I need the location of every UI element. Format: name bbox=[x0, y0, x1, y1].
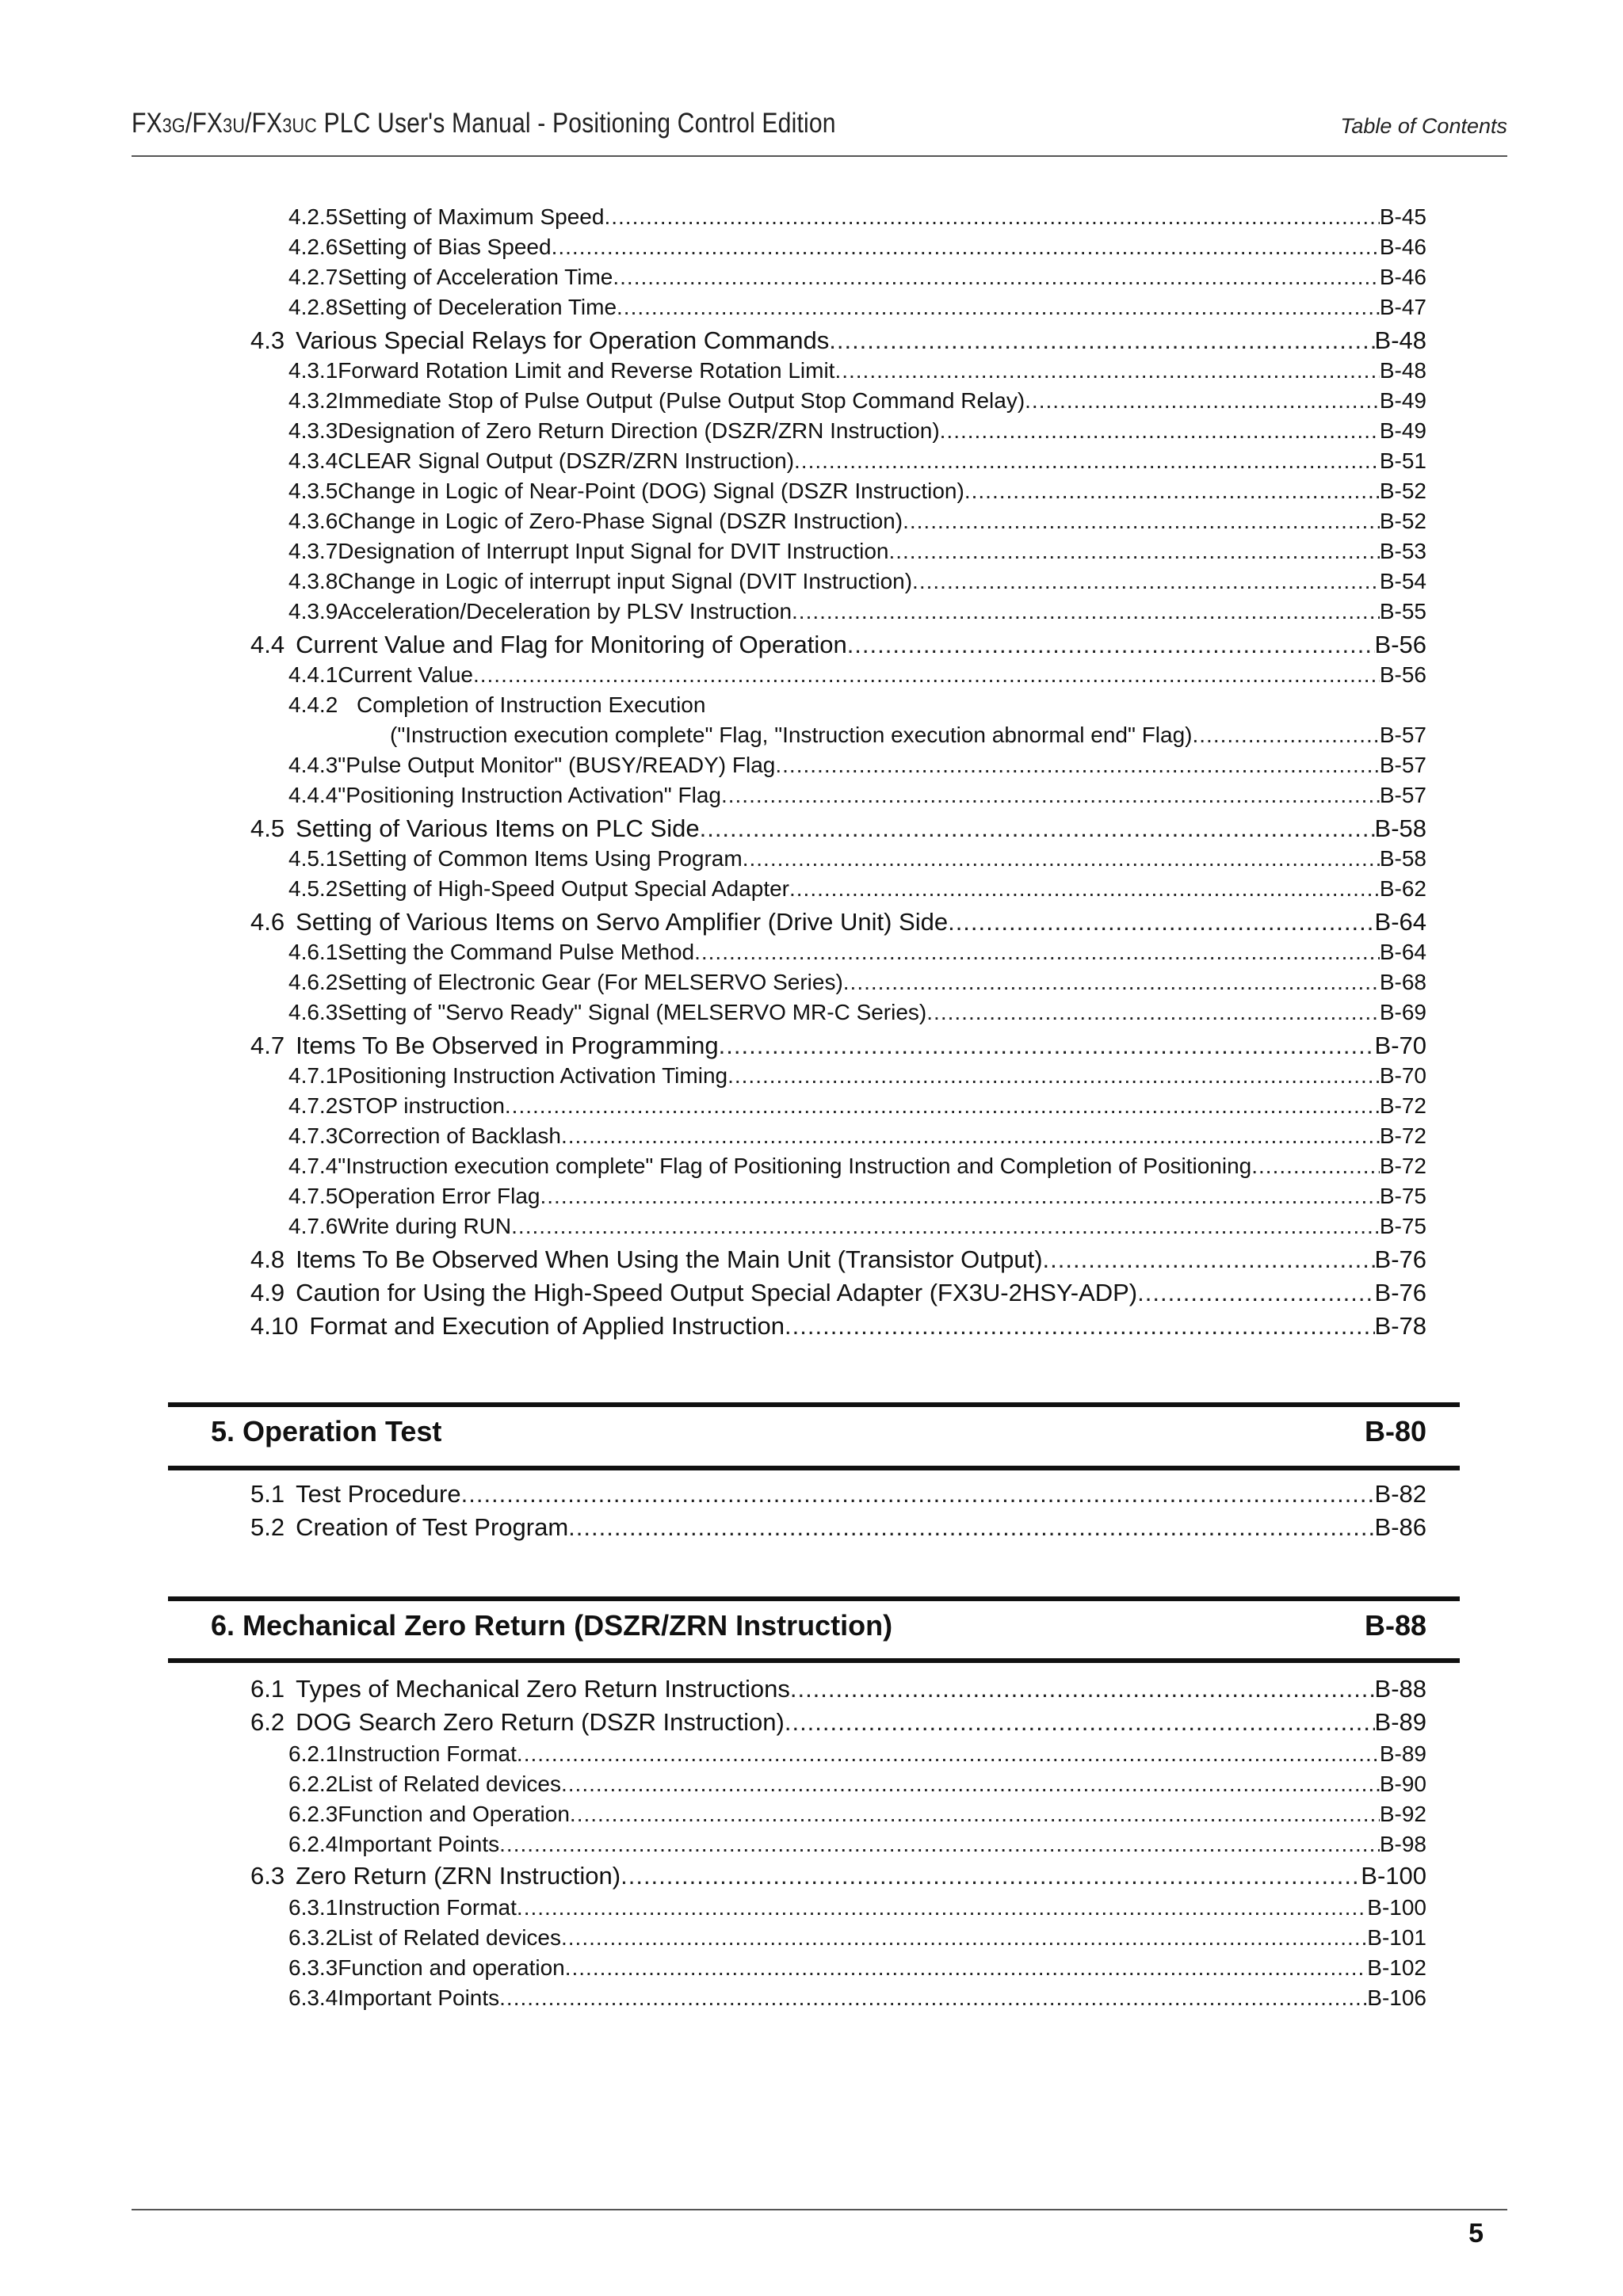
entry-number: 4.3.2 bbox=[288, 388, 338, 413]
entry-number: 4.6.3 bbox=[288, 1000, 338, 1024]
entry-page: B-46 bbox=[1379, 235, 1426, 259]
toc-entry[interactable] bbox=[288, 1741, 1426, 1772]
dot-leader bbox=[1137, 1279, 1374, 1307]
entry-title: Format and Execution of Applied Instruction bbox=[309, 1312, 785, 1340]
entry-number: 4.3.4 bbox=[288, 448, 338, 473]
entry-page: B-54 bbox=[1379, 569, 1426, 593]
toc-entry[interactable] bbox=[250, 814, 1426, 849]
entry-page: B-45 bbox=[1379, 204, 1426, 229]
entry-page: B-90 bbox=[1379, 1772, 1426, 1796]
footer-divider bbox=[132, 2209, 1507, 2210]
entry-title: Forward Rotation Limit and Reverse Rotation Limit bbox=[338, 358, 835, 383]
entry-number: 4.3.3 bbox=[288, 418, 338, 443]
dot-leader bbox=[561, 1123, 1380, 1149]
entry-title: Test Procedure bbox=[296, 1480, 461, 1508]
entry-page: B-57 bbox=[1379, 783, 1426, 807]
toc-entry[interactable] bbox=[288, 970, 1426, 1000]
entry-title: Instruction Format bbox=[338, 1741, 517, 1766]
dot-leader bbox=[570, 1802, 1380, 1827]
entry-title: Setting of Electronic Gear (For MELSERVO Series) bbox=[338, 970, 843, 994]
entry-page: B-51 bbox=[1379, 448, 1426, 473]
page-number: 5 bbox=[1468, 2218, 1484, 2248]
entry-page: B-68 bbox=[1379, 970, 1426, 994]
dot-leader bbox=[561, 1925, 1367, 1951]
chapter-title: 5. Operation Test bbox=[211, 1415, 442, 1447]
entry-page: B-98 bbox=[1379, 1832, 1426, 1856]
entry-page: B-55 bbox=[1379, 599, 1426, 624]
entry-title: Important Points bbox=[338, 1985, 500, 2010]
dot-leader bbox=[775, 753, 1379, 778]
dot-leader bbox=[473, 662, 1380, 688]
entry-title: Setting of Deceleration Time bbox=[338, 295, 617, 319]
toc-entry[interactable] bbox=[250, 631, 1426, 666]
toc-entry[interactable] bbox=[288, 358, 1426, 388]
entry-page: B-69 bbox=[1379, 1000, 1426, 1024]
dot-leader bbox=[604, 204, 1379, 230]
toc-entry[interactable] bbox=[288, 662, 1426, 692]
entry-number: 4.7.4 bbox=[288, 1154, 338, 1178]
dot-leader bbox=[834, 358, 1379, 383]
entry-page: B-102 bbox=[1367, 1955, 1426, 1980]
entry-page: B-88 bbox=[1374, 1675, 1426, 1703]
entry-title: Write during RUN bbox=[338, 1214, 512, 1238]
toc-entry[interactable] bbox=[250, 1312, 1426, 1347]
entry-number: 4.7.5 bbox=[288, 1184, 338, 1208]
dot-leader bbox=[694, 940, 1380, 965]
entry-number: 4.10 bbox=[250, 1312, 299, 1340]
chapter-rule-top bbox=[168, 1596, 1460, 1601]
chapter-page: B-88 bbox=[1364, 1609, 1426, 1642]
toc-entry[interactable] bbox=[288, 1214, 1426, 1244]
entry-title: Function and Operation bbox=[338, 1802, 570, 1826]
entry-title: Setting of Various Items on PLC Side bbox=[296, 814, 700, 842]
entry-title: Current Value bbox=[338, 662, 473, 687]
dot-leader bbox=[517, 1741, 1380, 1767]
dot-leader bbox=[1043, 1245, 1375, 1274]
entry-number: 5.1 bbox=[250, 1480, 285, 1508]
entry-number: 4.3.9 bbox=[288, 599, 338, 624]
dot-leader bbox=[843, 970, 1380, 995]
toc-entry[interactable] bbox=[288, 1985, 1426, 2016]
toc-entry[interactable] bbox=[288, 753, 1426, 783]
entry-number: 4.7.1 bbox=[288, 1063, 338, 1088]
toc-entry[interactable] bbox=[250, 1675, 1426, 1710]
toc-entry[interactable] bbox=[250, 1279, 1426, 1314]
entry-title: Setting of Acceleration Time bbox=[338, 265, 613, 289]
entry-page: B-78 bbox=[1374, 1312, 1426, 1340]
dot-leader bbox=[940, 418, 1380, 444]
entry-title: Setting of Maximum Speed bbox=[338, 204, 605, 229]
entry-title: Setting of "Servo Ready" Signal (MELSERVO MR-C Series) bbox=[338, 1000, 927, 1024]
entry-title: Creation of Test Program bbox=[296, 1513, 569, 1541]
entry-number: 4.3.6 bbox=[288, 509, 338, 533]
entry-page: B-49 bbox=[1379, 418, 1426, 443]
entry-title: List of Related devices bbox=[338, 1772, 561, 1796]
entry-page: B-75 bbox=[1379, 1214, 1426, 1238]
entry-number: 4.2.8 bbox=[288, 295, 338, 319]
entry-page: B-56 bbox=[1379, 662, 1426, 687]
toc-entry[interactable] bbox=[288, 1063, 1426, 1093]
dot-leader bbox=[540, 1184, 1380, 1209]
entry-title: Types of Mechanical Zero Return Instructions bbox=[296, 1675, 790, 1703]
chapter-heading bbox=[211, 1415, 1426, 1455]
entry-title: Completion of Instruction Execution bbox=[357, 692, 706, 717]
entry-title: Correction of Backlash bbox=[338, 1123, 561, 1148]
entry-number: 4.4.3 bbox=[288, 753, 338, 777]
section-label: Table of Contents bbox=[1340, 114, 1507, 138]
entry-title: CLEAR Signal Output (DSZR/ZRN Instruction) bbox=[338, 448, 795, 473]
entry-number: 4.5.2 bbox=[288, 876, 338, 901]
dot-leader bbox=[1251, 1154, 1380, 1179]
toc-entry[interactable] bbox=[250, 1245, 1426, 1280]
dot-leader bbox=[794, 448, 1380, 474]
dot-leader bbox=[721, 783, 1380, 808]
entry-title: Items To Be Observed When Using the Main Unit (Transistor Output) bbox=[296, 1245, 1043, 1273]
toc-entry[interactable] bbox=[288, 692, 1426, 723]
entry-page: B-100 bbox=[1361, 1862, 1426, 1890]
dot-leader bbox=[926, 1000, 1380, 1025]
toc-entry[interactable] bbox=[288, 1772, 1426, 1802]
dot-leader bbox=[561, 1772, 1380, 1797]
entry-page: B-48 bbox=[1379, 358, 1426, 383]
entry-title: Acceleration/Deceleration by PLSV Instruction bbox=[338, 599, 792, 624]
entry-title: Immediate Stop of Pulse Output (Pulse Output Stop Command Relay) bbox=[338, 388, 1025, 413]
entry-page: B-52 bbox=[1379, 479, 1426, 503]
entry-title: "Pulse Output Monitor" (BUSY/READY) Flag bbox=[338, 753, 776, 777]
dot-leader bbox=[1025, 388, 1380, 414]
entry-page: B-76 bbox=[1374, 1279, 1426, 1306]
entry-number: 4.7 bbox=[250, 1032, 285, 1059]
entry-page: B-100 bbox=[1367, 1895, 1426, 1920]
toc-entry[interactable] bbox=[288, 204, 1426, 235]
entry-page: B-49 bbox=[1379, 388, 1426, 413]
entry-page: B-57 bbox=[1379, 723, 1426, 747]
dot-leader bbox=[461, 1480, 1375, 1508]
dot-leader bbox=[888, 539, 1379, 564]
dot-leader bbox=[617, 295, 1380, 320]
entry-page: B-72 bbox=[1379, 1093, 1426, 1118]
dot-leader bbox=[613, 265, 1379, 290]
manual-title: FX3G/FX3U/FX3UC PLC User's Manual - Positioning Control Edition bbox=[132, 108, 836, 139]
toc-entry[interactable] bbox=[288, 876, 1426, 906]
toc-entry[interactable] bbox=[288, 1925, 1426, 1955]
entry-title: Various Special Relays for Operation Commands bbox=[296, 326, 830, 354]
toc-entry[interactable] bbox=[250, 908, 1426, 943]
entry-number: 4.6 bbox=[250, 908, 285, 936]
entry-number: 4.4.4 bbox=[288, 783, 338, 807]
entry-page: B-53 bbox=[1379, 539, 1426, 563]
toc-entry[interactable] bbox=[250, 1480, 1426, 1515]
entry-page: B-57 bbox=[1379, 753, 1426, 777]
entry-number: 4.7.2 bbox=[288, 1093, 338, 1118]
entry-number: 4.6.2 bbox=[288, 970, 338, 994]
entry-title: "Positioning Instruction Activation" Flag bbox=[338, 783, 721, 807]
toc-entry[interactable] bbox=[288, 1000, 1426, 1030]
entry-title: Current Value and Flag for Monitoring of Operation bbox=[296, 631, 847, 658]
toc-entry[interactable] bbox=[288, 388, 1426, 418]
entry-number: 6.2.1 bbox=[288, 1741, 338, 1766]
toc-entry[interactable] bbox=[288, 1832, 1426, 1862]
page-header bbox=[132, 108, 1507, 155]
dot-leader bbox=[964, 479, 1380, 504]
entry-title: Designation of Zero Return Direction (DSZR/ZRN Instruction) bbox=[338, 418, 940, 443]
toc-entry[interactable] bbox=[288, 479, 1426, 509]
entry-number: 6.2.3 bbox=[288, 1802, 338, 1826]
dot-leader bbox=[568, 1513, 1374, 1542]
dot-leader bbox=[700, 814, 1375, 843]
dot-leader bbox=[1192, 723, 1379, 748]
entry-title: List of Related devices bbox=[338, 1925, 561, 1950]
dot-leader bbox=[792, 599, 1380, 624]
toc-entry[interactable] bbox=[288, 599, 1426, 629]
entry-number: 4.3.5 bbox=[288, 479, 338, 503]
entry-title: Change in Logic of Near-Point (DOG) Signal (DSZR Instruction) bbox=[338, 479, 964, 503]
toc-entry[interactable] bbox=[390, 723, 1426, 753]
entry-title: DOG Search Zero Return (DSZR Instruction) bbox=[296, 1708, 785, 1736]
entry-number: 6.3.4 bbox=[288, 1985, 338, 2010]
entry-number: 4.4.1 bbox=[288, 662, 338, 687]
entry-title: Items To Be Observed in Programming bbox=[296, 1032, 719, 1059]
entry-title: Operation Error Flag bbox=[338, 1184, 540, 1208]
dot-leader bbox=[829, 326, 1374, 355]
entry-number: 4.4.2 bbox=[288, 692, 338, 717]
entry-title: Designation of Interrupt Input Signal for DVIT Instruction bbox=[338, 539, 889, 563]
toc-entry[interactable] bbox=[288, 295, 1426, 325]
entry-page: B-70 bbox=[1379, 1063, 1426, 1088]
entry-number: 6.1 bbox=[250, 1675, 285, 1703]
dot-leader bbox=[565, 1955, 1368, 1981]
toc-entry[interactable] bbox=[288, 539, 1426, 569]
toc-entry[interactable] bbox=[288, 1895, 1426, 1925]
toc-entry[interactable] bbox=[288, 1802, 1426, 1832]
toc-entry[interactable] bbox=[288, 1955, 1426, 1985]
toc-entry[interactable] bbox=[288, 846, 1426, 876]
dot-leader bbox=[790, 1675, 1375, 1703]
toc-entry[interactable] bbox=[250, 1032, 1426, 1066]
dot-leader bbox=[743, 846, 1380, 871]
entry-title: Setting of Various Items on Servo Amplifier (Drive Unit) Side bbox=[296, 908, 949, 936]
toc-entry[interactable] bbox=[250, 326, 1426, 361]
entry-title: Important Points bbox=[338, 1832, 500, 1856]
toc-entry[interactable] bbox=[288, 569, 1426, 599]
entry-page: B-64 bbox=[1379, 940, 1426, 964]
entry-number: 4.4 bbox=[250, 631, 285, 658]
entry-title: Setting of Common Items Using Program bbox=[338, 846, 743, 871]
dot-leader bbox=[517, 1895, 1367, 1920]
entry-number: 6.3.3 bbox=[288, 1955, 338, 1980]
entry-page: B-46 bbox=[1379, 265, 1426, 289]
entry-page: B-76 bbox=[1374, 1245, 1426, 1273]
entry-title: Setting of Bias Speed bbox=[338, 235, 552, 259]
toc-entry[interactable] bbox=[288, 265, 1426, 295]
entry-page: B-64 bbox=[1374, 908, 1426, 936]
entry-page: B-106 bbox=[1367, 1985, 1426, 2010]
chapter-title: 6. Mechanical Zero Return (DSZR/ZRN Instruction) bbox=[211, 1609, 893, 1642]
entry-page: B-56 bbox=[1374, 631, 1426, 658]
entry-number: 4.3.1 bbox=[288, 358, 338, 383]
entry-page: B-89 bbox=[1374, 1708, 1426, 1736]
entry-page: B-89 bbox=[1379, 1741, 1426, 1766]
toc-entry[interactable] bbox=[288, 509, 1426, 539]
chapter-rule-bottom bbox=[168, 1658, 1460, 1663]
chapter-rule-top bbox=[168, 1402, 1460, 1407]
entry-number: 4.2.7 bbox=[288, 265, 338, 289]
toc-entry[interactable] bbox=[288, 1154, 1426, 1184]
entry-number: 4.3 bbox=[250, 326, 285, 354]
dot-leader bbox=[719, 1032, 1375, 1060]
dot-leader bbox=[948, 908, 1374, 936]
dot-leader bbox=[785, 1312, 1375, 1341]
toc-entry[interactable] bbox=[250, 1513, 1426, 1548]
entry-page: B-58 bbox=[1379, 846, 1426, 871]
toc-entry[interactable] bbox=[288, 1093, 1426, 1123]
entry-number: 4.2.6 bbox=[288, 235, 338, 259]
entry-page: B-48 bbox=[1374, 326, 1426, 354]
entry-number: 4.5 bbox=[250, 814, 285, 842]
entry-title: Zero Return (ZRN Instruction) bbox=[296, 1862, 621, 1890]
entry-number: 6.2 bbox=[250, 1708, 285, 1736]
entry-number: 4.3.8 bbox=[288, 569, 338, 593]
entry-page: B-82 bbox=[1374, 1480, 1426, 1508]
entry-page: B-75 bbox=[1379, 1184, 1426, 1208]
dot-leader bbox=[789, 876, 1380, 902]
dot-leader bbox=[511, 1214, 1380, 1239]
entry-title: Caution for Using the High-Speed Output Special Adapter (FX3U-2HSY-ADP) bbox=[296, 1279, 1138, 1306]
entry-number: 4.7.6 bbox=[288, 1214, 338, 1238]
entry-title: Function and operation bbox=[338, 1955, 565, 1980]
dot-leader bbox=[847, 631, 1375, 659]
dot-leader bbox=[621, 1862, 1361, 1890]
entry-title: "Instruction execution complete" Flag of Positioning Instruction and Completion of Positioning bbox=[338, 1154, 1252, 1178]
dot-leader bbox=[912, 569, 1380, 594]
entry-title: Positioning Instruction Activation Timing bbox=[338, 1063, 728, 1088]
entry-number: 6.2.2 bbox=[288, 1772, 338, 1796]
header-divider bbox=[132, 155, 1507, 157]
dot-leader bbox=[785, 1708, 1375, 1737]
entry-page: B-70 bbox=[1374, 1032, 1426, 1059]
entry-number: 4.6.1 bbox=[288, 940, 338, 964]
entry-title: Change in Logic of interrupt input Signal (DVIT Instruction) bbox=[338, 569, 913, 593]
entry-page: B-52 bbox=[1379, 509, 1426, 533]
entry-page: B-72 bbox=[1379, 1123, 1426, 1148]
toc-entry[interactable] bbox=[250, 1708, 1426, 1743]
entry-title: Setting of High-Speed Output Special Adapter bbox=[338, 876, 789, 901]
toc-entry[interactable] bbox=[288, 418, 1426, 448]
toc-entry[interactable] bbox=[288, 1123, 1426, 1154]
toc-entry[interactable] bbox=[288, 235, 1426, 265]
entry-number: 6.2.4 bbox=[288, 1832, 338, 1856]
toc-entry[interactable] bbox=[288, 448, 1426, 479]
entry-title: ("Instruction execution complete" Flag, "Instruction execution abnormal end" Flag) bbox=[390, 723, 1193, 747]
entry-page: B-62 bbox=[1379, 876, 1426, 901]
entry-number: 5.2 bbox=[250, 1513, 285, 1541]
entry-number: 4.3.7 bbox=[288, 539, 338, 563]
dot-leader bbox=[505, 1093, 1380, 1119]
entry-page: B-58 bbox=[1374, 814, 1426, 842]
entry-title: Instruction Format bbox=[338, 1895, 517, 1920]
toc-entry[interactable] bbox=[288, 940, 1426, 970]
dot-leader bbox=[727, 1063, 1380, 1089]
chapter-page: B-80 bbox=[1364, 1415, 1426, 1447]
entry-page: B-47 bbox=[1379, 295, 1426, 319]
entry-page: B-86 bbox=[1374, 1513, 1426, 1541]
entry-title: Setting the Command Pulse Method bbox=[338, 940, 695, 964]
dot-leader bbox=[499, 1985, 1367, 2011]
dot-leader bbox=[499, 1832, 1380, 1857]
entry-page: B-92 bbox=[1379, 1802, 1426, 1826]
entry-number: 4.8 bbox=[250, 1245, 285, 1273]
entry-page: B-101 bbox=[1367, 1925, 1426, 1950]
entry-number: 6.3.1 bbox=[288, 1895, 338, 1920]
entry-number: 4.7.3 bbox=[288, 1123, 338, 1148]
entry-number: 4.5.1 bbox=[288, 846, 338, 871]
chapter-heading bbox=[211, 1609, 1426, 1649]
toc-entry[interactable] bbox=[288, 783, 1426, 813]
entry-title: Change in Logic of Zero-Phase Signal (DSZR Instruction) bbox=[338, 509, 903, 533]
entry-number: 4.9 bbox=[250, 1279, 285, 1306]
dot-leader bbox=[552, 235, 1380, 260]
toc-entry[interactable] bbox=[250, 1862, 1426, 1897]
entry-page: B-72 bbox=[1379, 1154, 1426, 1178]
entry-number: 4.2.5 bbox=[288, 204, 338, 229]
entry-number: 6.3 bbox=[250, 1862, 285, 1890]
toc-entry[interactable] bbox=[288, 1184, 1426, 1214]
entry-title: STOP instruction bbox=[338, 1093, 505, 1118]
entry-number: 6.3.2 bbox=[288, 1925, 338, 1950]
chapter-rule-bottom bbox=[168, 1466, 1460, 1470]
dot-leader bbox=[903, 509, 1380, 534]
